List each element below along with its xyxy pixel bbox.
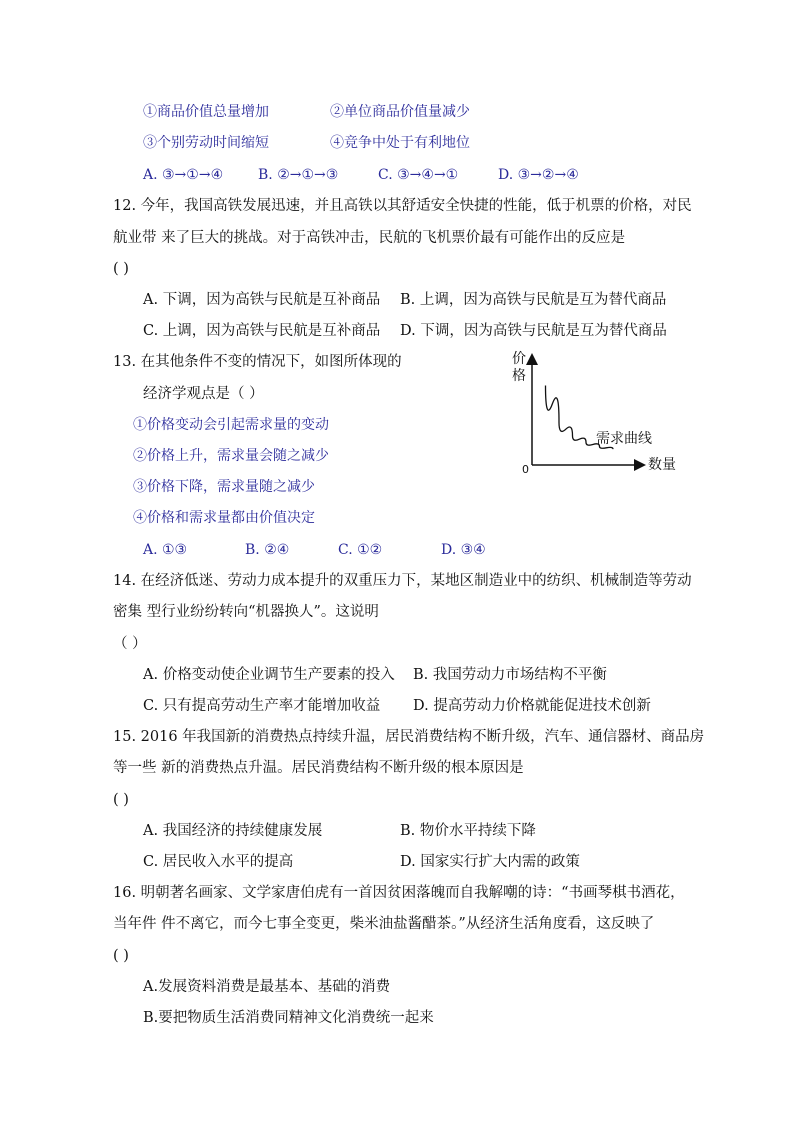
origin-label: 0	[522, 463, 529, 475]
q16-answer-paren: ( )	[113, 948, 129, 964]
q11-choice-b: B. ②→①→③	[258, 167, 339, 183]
q13-option-4: ④价格和需求量都由价值决定	[133, 510, 315, 526]
q13-choice-d: D. ③④	[441, 542, 486, 558]
q13-choice-a: A. ①③	[143, 542, 188, 558]
q13-stem-line2: 经济学观点是（ ）	[143, 386, 264, 402]
q11-option-1: ①商品价值总量增加	[143, 104, 269, 120]
q15-choice-d: D. 国家实行扩大内需的政策	[400, 854, 580, 870]
x-axis-label: 数量	[648, 457, 676, 473]
q12-choice-b: B. 上调，因为高铁与民航是互为替代商品	[400, 292, 667, 308]
q13-option-1: ①价格变动会引起需求量的变动	[133, 417, 329, 433]
q11-choice-d: D. ③→②→④	[498, 167, 579, 183]
q11-option-4: ④竞争中处于有利地位	[330, 135, 470, 151]
q12-choice-d: D. 下调，因为高铁与民航是互为替代商品	[400, 323, 667, 339]
q12-stem-line2: 航业带 来了巨大的挑战。对于高铁冲击，民航的飞机票价最有可能作出的反应是	[113, 230, 626, 246]
q14-answer-paren: （ ）	[113, 636, 147, 652]
curve-label: 需求曲线	[596, 431, 652, 447]
q11-choice-c: C. ③→④→①	[378, 167, 459, 183]
q14-choice-d: D. 提高劳动力价格就能促进技术创新	[413, 698, 651, 714]
q16-stem-line1: 16. 明朝著名画家、文学家唐伯虎有一首因贫困落魄而自我解嘲的诗：“书画琴棋书酒花，	[113, 885, 685, 901]
q13-choice-c: C. ①②	[338, 542, 383, 558]
q15-choice-a: A. 我国经济的持续健康发展	[143, 823, 323, 839]
y-axis-label-1: 价	[512, 351, 526, 367]
q16-choice-a: A.发展资料消费是最基本、基础的消费	[143, 979, 391, 995]
q12-stem-line1: 12. 今年，我国高铁发展迅速，并且高铁以其舒适安全快捷的性能，低于机票的价格，对民	[113, 198, 692, 214]
q16-choice-b: B.要把物质生活消费同精神文化消费统一起来	[143, 1010, 434, 1026]
q15-stem-line1: 15. 2016 年我国新的消费热点持续升温，居民消费结构不断升级，汽车、通信器材、商品房	[113, 729, 705, 745]
q13-option-3: ③价格下降，需求量随之减少	[133, 479, 315, 495]
q16-stem-line2: 当年件 件不离它，而今七事全变更，柴米油盐酱醋茶。”从经济生活角度看，这反映了	[113, 916, 655, 932]
q14-stem-line1: 14. 在经济低迷、劳动力成本提升的双重压力下，某地区制造业中的纺织、机械制造等劳动	[113, 573, 692, 589]
q11-choice-a: A. ③→①→④	[143, 167, 224, 183]
q15-stem-line2: 等一些 新的消费热点升温。居民消费结构不断升级的根本原因是	[113, 760, 524, 776]
q15-choice-c: C. 居民收入水平的提高	[143, 854, 294, 870]
q14-choice-a: A. 价格变动使企业调节生产要素的投入	[143, 667, 395, 683]
q11-option-2: ②单位商品价值量减少	[330, 104, 470, 120]
q15-answer-paren: ( )	[113, 792, 129, 808]
q11-option-3: ③个别劳动时间缩短	[143, 135, 269, 151]
demand-curve-chart	[500, 345, 690, 475]
q14-choice-c: C. 只有提高劳动生产率才能增加收益	[143, 698, 381, 714]
y-axis-label-2: 格	[512, 368, 526, 384]
q12-choice-c: C. 上调，因为高铁与民航是互补商品	[143, 323, 381, 339]
q15-choice-b: B. 物价水平持续下降	[400, 823, 536, 839]
q13-stem-line1: 13. 在其他条件不变的情况下，如图所体现的	[113, 354, 402, 370]
q14-choice-b: B. 我国劳动力市场结构不平衡	[413, 667, 607, 683]
q14-stem-line2: 密集 型行业纷纷转向“机器换人”。这说明	[113, 604, 379, 620]
q12-answer-paren: ( )	[113, 261, 129, 277]
q12-choice-a: A. 下调，因为高铁与民航是互补商品	[143, 292, 381, 308]
q13-option-2: ②价格上升，需求量会随之减少	[133, 448, 329, 464]
q13-choice-b: B. ②④	[245, 542, 290, 558]
